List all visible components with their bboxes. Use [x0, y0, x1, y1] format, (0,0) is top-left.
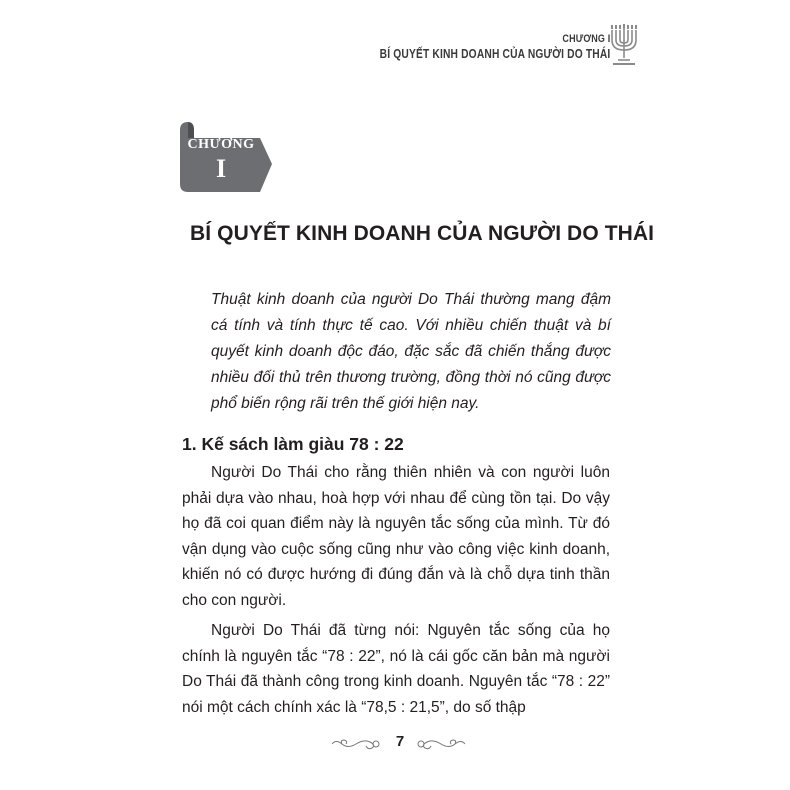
page-number: 7: [395, 733, 405, 750]
chapter-badge-number: I: [215, 154, 227, 183]
intro-paragraph: Thuật kinh doanh của người Do Thái thường mang đậm cá tính và tính thực tế cao. Với nhiều chiến thuật và bí quyết kinh doanh độc đáo, đặc sắc đã chiến thắng được nhiều đối thủ trên thương trường, đồng thời nó cũng được phổ biến rộng rãi trên thế giới hiện nay.: [211, 291, 611, 412]
paragraph-text: Người Do Thái cho rằng thiên nhiên và con người luôn phải dựa vào nhau, hoà hợp với nhau để cùng tồn tại. Do vậy họ đã coi quan điểm này là nguyên tắc sống của mình. Từ đó vận dụng vào cuộc sống cũng như vào công việc kinh doanh, khiến nó có được hướng đi đúng đắn và là chỗ dựa tinh thần cho con người.: [182, 464, 610, 609]
paragraph-text: Người Do Thái đã từng nói: Nguyên tắc sống của họ chính là nguyên tắc “78 : 22”, nó là cái gốc căn bản mà người Do Thái đã thành công trong kinh doanh. Nguyên tắc “78 : 22” nói một cách chính xác là “78,5 : 21,5”, do số thập: [182, 622, 610, 716]
chapter-intro: [211, 287, 611, 417]
chapter-badge-label: CHƯƠNG: [187, 137, 255, 152]
menorah-icon: [607, 24, 641, 68]
section-heading: 1. Kế sách làm giàu 78 : 22: [182, 434, 404, 454]
flourish-ornament-icon: [415, 736, 467, 752]
chapter-badge: [180, 137, 262, 183]
running-head: [329, 32, 610, 62]
running-head-title: BÍ QUYẾT KINH DOANH CỦA NGƯỜI DO THÁI: [379, 47, 610, 61]
running-head-chapter: CHƯƠNG I: [561, 33, 610, 45]
chapter-title: BÍ QUYẾT KINH DOANH CỦA NGƯỜI DO THÁI: [190, 222, 655, 245]
body-paragraph-1: [182, 460, 610, 613]
body-paragraph-2: [182, 618, 610, 720]
page-footer: [320, 730, 480, 756]
